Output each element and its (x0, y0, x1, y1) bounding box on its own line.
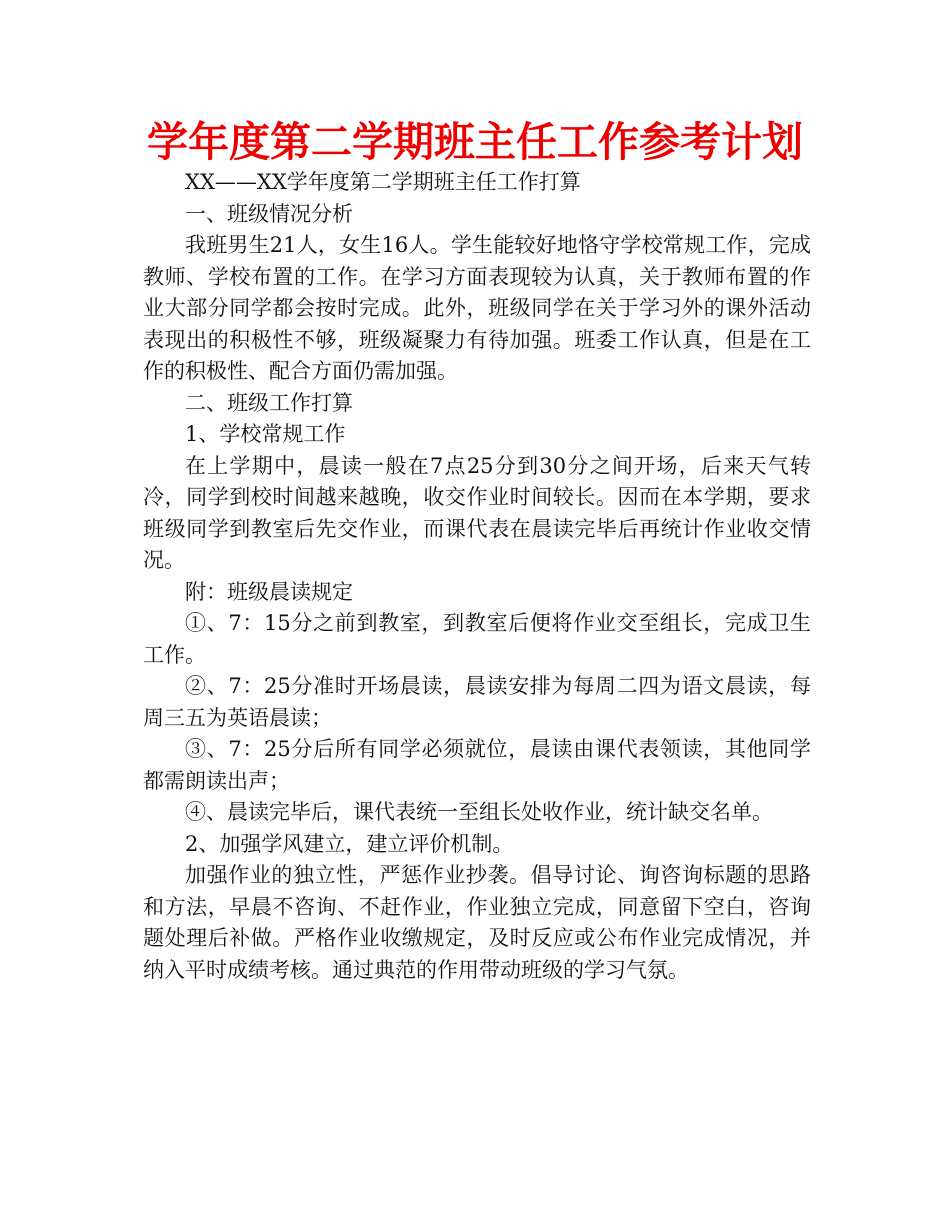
rule-item: ③、7：25分后所有同学必须就位，晨读由课代表领读，其他同学都需朗读出声； (143, 737, 811, 793)
rule-item: ①、7：15分之前到教室，到教室后便将作业交至组长，完成卫生工作。 (143, 611, 811, 667)
paragraph: 我班男生21人，女生16人。学生能较好地恪守学校常规工作，完成教师、学校布置的工作。在学习方面表现较为认真，关于教师布置的作业大部分同学都会按时完成。此外，班级同学在关于学习外的课外活动表现出的积极性不够，班级凝聚力有待加强。班委工作认真，但是在工作的积极性、配合方面仍需加强。 (143, 233, 811, 383)
subsection-heading: 2、加强学风建立，建立评价机制。 (185, 831, 514, 856)
subsection-heading: 1、学校常规工作 (185, 422, 346, 446)
rule-item: ④、晨读完毕后，课代表统一至组长处收作业，统计缺交名单。 (185, 800, 773, 824)
subsection-heading: 附：班级晨读规定 (185, 579, 353, 604)
paragraph: 在上学期中，晨读一般在7点25分到30分之间开场，后来天气转冷，同学到校时间越来越晚，收交作业时间较长。因而在本学期，要求班级同学到教室后先交作业，而课代表在晨读完毕后再统计作业收交情况。 (143, 453, 811, 572)
rule-item: ②、7：25分准时开场晨读，晨读安排为每周二四为语文晨读，每周三五为英语晨读； (143, 674, 811, 730)
section-heading: 二、班级工作打算 (185, 390, 353, 415)
document-title: 学年度第二学期班主任工作参考计划 (147, 118, 803, 166)
section-heading: 一、班级情况分析 (185, 201, 353, 226)
document-subtitle: XX——XX学年度第二学期班主任工作打算 (185, 170, 581, 194)
paragraph: 加强作业的独立性，严惩作业抄袭。倡导讨论、询咨询标题的思路和方法，早晨不咨询、不赶作业，作业独立完成，同意留下空白，咨询题处理后补做。严格作业收缴规定，及时反应或公布作业完成情况，并纳入平时成绩考核。通过典范的作用带动班级的学习气氛。 (143, 863, 811, 982)
document-body (143, 167, 811, 986)
